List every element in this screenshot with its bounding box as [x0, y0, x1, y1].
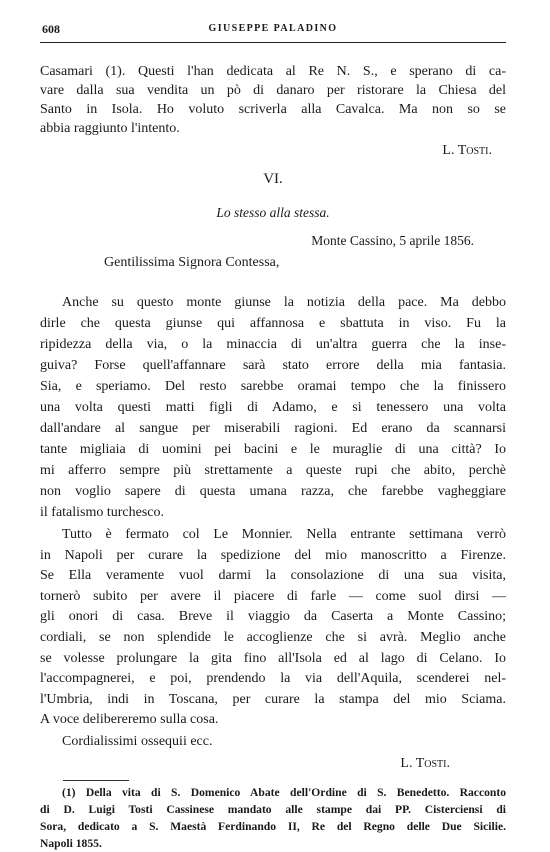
paragraph-line: il fatalismo turchesco. [40, 505, 165, 520]
paragraph-line: l'Umbria, indi in Toscana, per curare la stampa del mio Sciama. [40, 691, 506, 707]
paragraph-line: ripidezza della via, o la minaccia di un'altra guerra che la inse- [40, 337, 506, 352]
page-header [40, 22, 506, 38]
footnote-line: (1) Della vita di S. Domenico Abate dell'Ordine di S. Benedetto. Racconto [62, 786, 506, 800]
letter-vi-signature: L. Tosti. [400, 756, 450, 772]
letter-numeral: VI. [263, 171, 283, 187]
paragraph-line: tornerò subito per avere il piacere di farle — come suol dirsi — [40, 588, 506, 604]
paragraph-line: tante migliaia di uomini pei bacini e le muraglie di una città? Io [40, 442, 506, 457]
page-number: 608 [42, 22, 60, 36]
letter-heading: Lo stesso alla stessa. [216, 205, 330, 220]
paragraph-line: dirle che questa giunse qui affannosa e sbattuta in viso. Fu la [40, 316, 506, 331]
running-head: GIUSEPPE PALADINO [208, 23, 338, 34]
letter-closing: Cordialissimi ossequii ecc. [62, 734, 213, 750]
letter-salutation: Gentilissima Signora Contessa, [104, 255, 280, 270]
footnote-line: di D. Luigi Tosti Cassinese mandato alle stampe dai PP. Cisterciensi di [40, 803, 506, 817]
footnote-line: Napoli 1855. [40, 837, 102, 851]
footnote-line: Sora, dedicato a S. Maestà Ferdinando II, Re del Regno delle Due Sicilie. [40, 820, 506, 834]
letter-dateline: Monte Cassino, 5 aprile 1856. [311, 233, 474, 248]
paragraph-line: mi afferro sempre più strettamente a queste rupi che abito, perchè [40, 463, 506, 478]
letter-v-line: abbia raggiunto l'intento. [40, 121, 180, 136]
paragraph-line: Anche su questo monte giunse la notizia della pace. Ma debbo [62, 295, 506, 310]
paragraph-line: una volta questi matti figli di Adamo, e si tenessero una volta [40, 400, 506, 415]
letter-v-line: Santo in Isola. Ho voluto scriverla alla Cavalca. Ma non so se [40, 102, 506, 117]
paragraph-line: dall'andare al sangue per miserabili ragioni. Ed erano da scannarsi [40, 421, 506, 436]
paragraph-line: non voglio sapere di questa umana razza, che farebbe vagheggiare [40, 484, 506, 499]
paragraph-line: Se Ella veramente vuol darmi la consolazione di una sua visita, [40, 568, 506, 584]
paragraph-line: se volesse prolungare la gita fino all'Isola ed al lago di Celano. Io [40, 650, 506, 666]
letter-v-line: Casamari (1). Questi l'han dedicata al Re N. S., e sperano di ca- [40, 64, 506, 79]
paragraph-line: Sia, e speriamo. Del resto sarebbe oramai tempo che la finissero [40, 379, 506, 394]
header-rule [40, 42, 506, 43]
paragraph-line: in Napoli per curare la spedizione del mio manoscritto a Firenze. [40, 547, 506, 563]
paragraph-line: Tutto è fermato col Le Monnier. Nella entrante settimana verrò [62, 527, 506, 542]
footnote-rule [63, 780, 129, 781]
paragraph-line: gli onori di casa. Breve il viaggio da Caserta a Monte Cassino; [40, 609, 506, 625]
letter-v-line: vare dalla sua vendita un pò di danaro per ristorare la Chiesa del [40, 83, 506, 98]
paragraph-line: guiva? Forse quell'affannare sarà stato errore della mia fantasia. [40, 358, 506, 373]
paragraph-line: l'accompagnerei, e poi, prendendo la via dell'Aquila, scenderei nel- [40, 671, 506, 687]
paragraph-line: A voce delibereremo sulla cosa. [40, 712, 219, 728]
paragraph-line: cordiali, se non splendide le accoglienze che si avrà. Meglio anche [40, 630, 506, 645]
letter-v-signature: L. Tosti. [442, 143, 492, 158]
